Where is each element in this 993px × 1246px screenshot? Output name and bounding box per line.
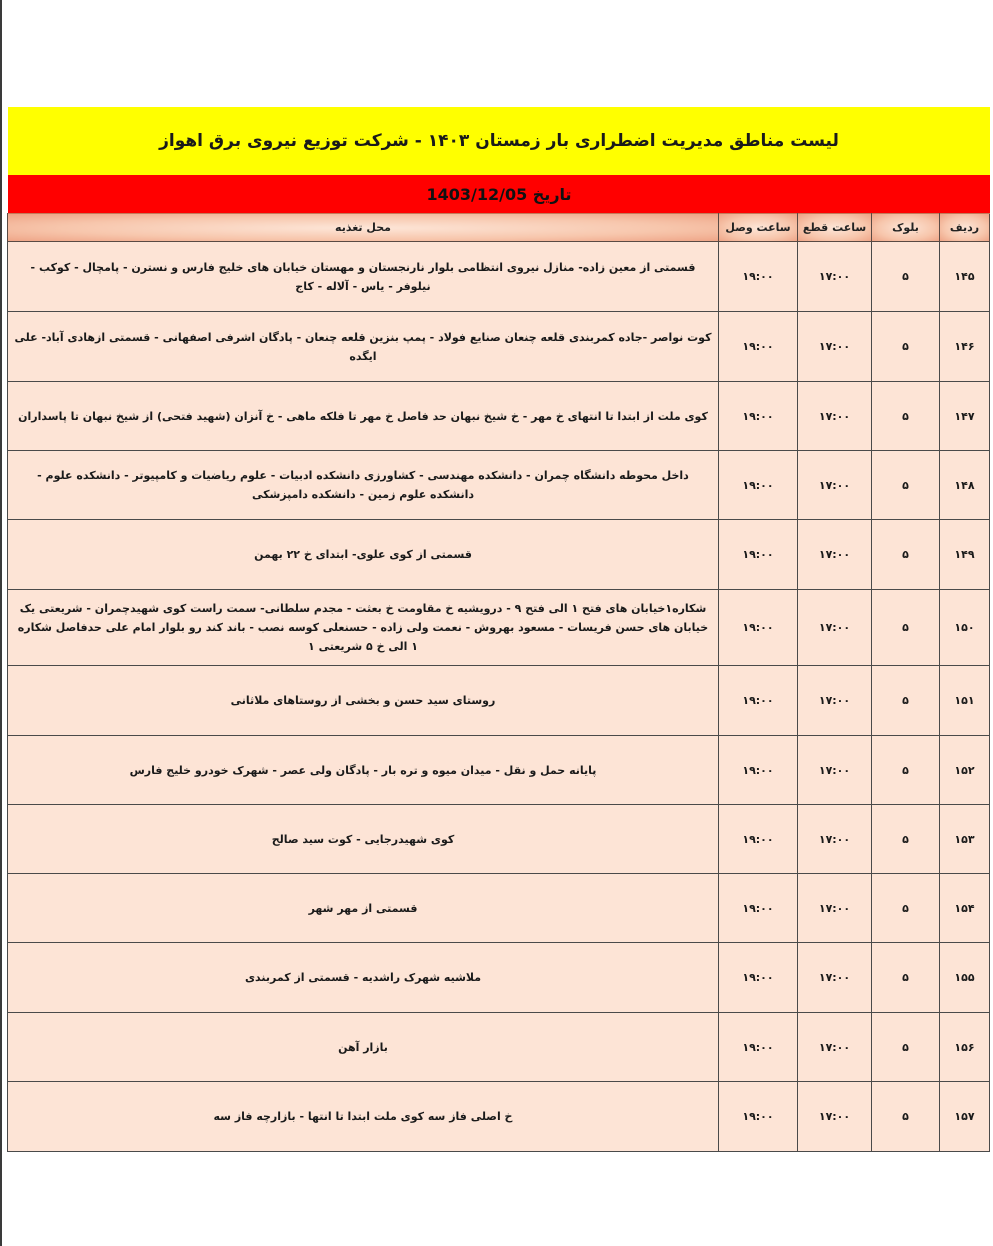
row-number: ۱۵۲: [940, 736, 990, 805]
table-row: [8, 1082, 990, 1152]
table-row: [8, 312, 990, 382]
table-row: [8, 590, 990, 666]
feed-location: بازار آهن: [8, 1013, 719, 1082]
block-number: ۵: [872, 805, 940, 874]
header-cut-time: ساعت قطع: [798, 214, 872, 242]
feed-location: قسمتی از کوی علوی- ابتدای خ ۲۲ بهمن: [8, 520, 719, 590]
block-number: ۵: [872, 943, 940, 1013]
feed-location: داخل محوطه دانشگاه چمران - دانشکده مهندسی - کشاورزی دانشکده ادبیات - علوم ریاضیات و کامپیوتر - دانشکده علوم - دانشکده علوم زمین - دانشکده دامپزشکی: [8, 451, 719, 520]
connect-time: ۱۹:۰۰: [719, 1082, 798, 1152]
connect-time: ۱۹:۰۰: [719, 874, 798, 943]
table-row: [8, 874, 990, 943]
connect-time: ۱۹:۰۰: [719, 805, 798, 874]
row-number: ۱۵۴: [940, 874, 990, 943]
row-number: ۱۵۱: [940, 666, 990, 736]
header-radif: ردیف: [940, 214, 990, 242]
connect-time: ۱۹:۰۰: [719, 943, 798, 1013]
feed-location: قسمتی از معین زاده- منازل نیروی انتظامی بلوار نارنجستان و مهستان خیابان های خلیج فارس و نسترن - پامچال - کوکب - نیلوفر - یاس - آلاله - کاج: [8, 242, 719, 312]
row-number: ۱۴۸: [940, 451, 990, 520]
table-row: [8, 943, 990, 1013]
cut-time: ۱۷:۰۰: [798, 590, 872, 666]
row-number: ۱۴۵: [940, 242, 990, 312]
feed-location: شکاره۱خیابان های فتح ۱ الی فتح ۹ - درویشیه خ مقاومت خ بعثت - مجدم سلطانی- سمت راست کوی شهیدچمران - شریعتی یک خیابان های حسن فریسات - مسعود بهروش - نعمت ولی زاده - حسنعلی کوسه نصب - باند کند رو بلوار امام علی حدفاصل شکاره ۱ الی خ ۵ شریعتی ۱: [8, 590, 719, 666]
cut-time: ۱۷:۰۰: [798, 1082, 872, 1152]
block-number: ۵: [872, 1082, 940, 1152]
header-connect-time: ساعت وصل: [719, 214, 798, 242]
feed-location: ملاشیه شهرک راشدیه - قسمتی از کمربندی: [8, 943, 719, 1013]
title-banner: [8, 107, 990, 175]
cut-time: ۱۷:۰۰: [798, 805, 872, 874]
header-block: بلوک: [872, 214, 940, 242]
connect-time: ۱۹:۰۰: [719, 1013, 798, 1082]
row-number: ۱۵۶: [940, 1013, 990, 1082]
cut-time: ۱۷:۰۰: [798, 736, 872, 805]
connect-time: ۱۹:۰۰: [719, 312, 798, 382]
table-row: [8, 1013, 990, 1082]
outage-table: [7, 213, 990, 1152]
feed-location: روستای سید حسن و بخشی از روستاهای ملاثانی: [8, 666, 719, 736]
block-number: ۵: [872, 520, 940, 590]
connect-time: ۱۹:۰۰: [719, 590, 798, 666]
connect-time: ۱۹:۰۰: [719, 242, 798, 312]
connect-time: ۱۹:۰۰: [719, 666, 798, 736]
connect-time: ۱۹:۰۰: [719, 451, 798, 520]
outage-schedule-sheet: [8, 107, 990, 1152]
table-row: [8, 520, 990, 590]
row-number: ۱۵۳: [940, 805, 990, 874]
row-number: ۱۴۷: [940, 382, 990, 451]
block-number: ۵: [872, 1013, 940, 1082]
block-number: ۵: [872, 242, 940, 312]
row-number: ۱۴۹: [940, 520, 990, 590]
page-edge: [0, 0, 2, 1246]
feed-location: کوی ملت از ابتدا تا انتهای خ مهر - خ شیخ نبهان حد فاصل خ مهر تا فلکه ماهی - خ آنزان (شهید فتحی) از شیخ نبهان تا پاسداران: [8, 382, 719, 451]
block-number: ۵: [872, 312, 940, 382]
connect-time: ۱۹:۰۰: [719, 736, 798, 805]
cut-time: ۱۷:۰۰: [798, 943, 872, 1013]
row-number: ۱۴۶: [940, 312, 990, 382]
date-label: تاریخ 1403/12/05: [426, 184, 572, 204]
cut-time: ۱۷:۰۰: [798, 520, 872, 590]
block-number: ۵: [872, 736, 940, 805]
date-banner: [8, 175, 990, 213]
feed-location: قسمتی از مهر شهر: [8, 874, 719, 943]
block-number: ۵: [872, 590, 940, 666]
table-row: [8, 805, 990, 874]
table-body: [8, 242, 990, 1152]
table-row: [8, 451, 990, 520]
cut-time: ۱۷:۰۰: [798, 312, 872, 382]
table-row: [8, 736, 990, 805]
block-number: ۵: [872, 451, 940, 520]
table-row: [8, 242, 990, 312]
cut-time: ۱۷:۰۰: [798, 666, 872, 736]
feed-location: کوت نواصر -جاده کمربندی قلعه چنعان صنایع فولاد - پمپ بنزین قلعه چنعان - پادگان اشرفی اصفهانی - قسمتی ازهادی آباد- علی ایگده: [8, 312, 719, 382]
cut-time: ۱۷:۰۰: [798, 1013, 872, 1082]
row-number: ۱۵۵: [940, 943, 990, 1013]
table-row: [8, 382, 990, 451]
table-row: [8, 666, 990, 736]
block-number: ۵: [872, 874, 940, 943]
connect-time: ۱۹:۰۰: [719, 382, 798, 451]
cut-time: ۱۷:۰۰: [798, 242, 872, 312]
cut-time: ۱۷:۰۰: [798, 382, 872, 451]
cut-time: ۱۷:۰۰: [798, 451, 872, 520]
feed-location: کوی شهیدرجایی - کوت سید صالح: [8, 805, 719, 874]
row-number: ۱۵۷: [940, 1082, 990, 1152]
block-number: ۵: [872, 382, 940, 451]
header-location: محل تغذیه: [8, 214, 719, 242]
feed-location: خ اصلی فاز سه کوی ملت ابتدا تا انتها - بازارچه فاز سه: [8, 1082, 719, 1152]
table-header-row: [8, 214, 990, 242]
feed-location: پایانه حمل و نقل - میدان میوه و تره بار - پادگان ولی عصر - شهرک خودرو خلیج فارس: [8, 736, 719, 805]
cut-time: ۱۷:۰۰: [798, 874, 872, 943]
connect-time: ۱۹:۰۰: [719, 520, 798, 590]
row-number: ۱۵۰: [940, 590, 990, 666]
block-number: ۵: [872, 666, 940, 736]
page-title: لیست مناطق مدیریت اضطراری بار زمستان ۱۴۰۳ - شرکت توزیع نیروی برق اهواز: [159, 131, 839, 151]
